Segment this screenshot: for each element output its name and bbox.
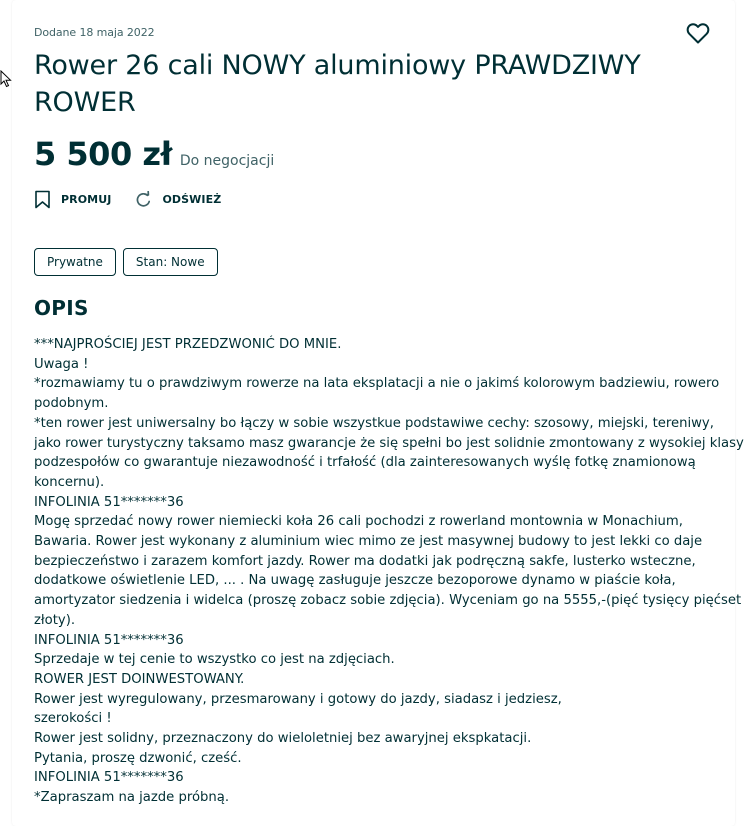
description-line: złoty). xyxy=(34,612,76,628)
description-line: INFOLINIA 51*******36 xyxy=(34,770,184,786)
description-line: Sprzedaje w tej cenie to wszystko co jest na zdjęciach. xyxy=(34,652,395,668)
listing-price: 5 500 zł xyxy=(34,135,172,173)
description-line: Pytania, proszę dzwonić, cześć. xyxy=(34,750,242,766)
description-text xyxy=(34,335,744,808)
tag-seller-type[interactable]: Prywatne xyxy=(34,248,116,276)
refresh-label: ODŚWIEŻ xyxy=(162,193,222,206)
price-row xyxy=(34,135,274,173)
heart-icon[interactable] xyxy=(686,22,710,44)
description-line: INFOLINIA 51*******36 xyxy=(34,494,184,510)
description-line: amortyzator siedzenia i widelca (proszę zobacz sobie zdjęcia). Wyceniam go na 5555,-(pięć tysięcy pięćset xyxy=(34,593,742,609)
posted-date: Dodane 18 maja 2022 xyxy=(34,26,155,39)
description-line: Bawaria. Rower jest wykonany z aluminium wiec mimo ze jest masywnej budowy to jest lekki co daje xyxy=(34,534,703,550)
listing-title: Rower 26 cali NOWY aluminiowy PRAWDZIWY ROWER xyxy=(34,50,641,118)
bookmark-icon xyxy=(34,190,51,209)
description-line: INFOLINIA 51*******36 xyxy=(34,632,184,648)
description-line: Rower jest wyregulowany, przesmarowany i gotowy do jazdy, siadasz i jedziesz, xyxy=(34,691,562,707)
description-line: jako rower turystyczny taksamo masz gwarancje że się spełni bo jest solidnie zmontowany z wysokiej klasy xyxy=(34,435,744,451)
description-line: Uwaga ! xyxy=(34,356,89,372)
description-heading: OPIS xyxy=(34,296,89,320)
description-line: koncernu). xyxy=(34,474,105,490)
description-line: ROWER JEST DOINWESTOWANY. xyxy=(34,671,245,687)
description-line: Mogę sprzedać nowy rower niemiecki koła 26 cali pochodzi z rowerland montownia w Monachium, xyxy=(34,514,683,530)
description-line: *ten rower jest uniwersalny bo łączy w sobie wszystkue podstawiwe cechy: szosowy, miejski, tereniwy, xyxy=(34,415,714,431)
promote-button[interactable] xyxy=(34,190,111,209)
description-line: *rozmawiamy tu o prawdziwym rowerze na lata eksplatacji a nie o jakimś kolorowym badziewiu, rowero xyxy=(34,376,720,392)
description-line: podobnym. xyxy=(34,396,109,412)
refresh-button[interactable] xyxy=(135,191,221,208)
description-line: dodatkowe oświetlenie LED, ... . Na uwagę zasługuje jeszcze bezoporowe dynamo w piaście koła, xyxy=(34,573,676,589)
tag-condition[interactable]: Stan: Nowe xyxy=(123,248,218,276)
description-line: Rower jest solidny, przeznaczony do wieloletniej bez awaryjnej ekspkatacji. xyxy=(34,731,532,747)
description-line: szerokości ! xyxy=(34,711,112,727)
description-line: podzespołów co gwarantuje niezawodność i trfałość (dla zainteresowanych wyślę fotkę znamionową xyxy=(34,455,696,471)
description-line: ***NAJPROŚCIEJ JEST PRZEDZWONIĆ DO MNIE. xyxy=(34,337,342,352)
listing-actions xyxy=(34,190,245,209)
promote-label: PROMUJ xyxy=(61,193,112,206)
mouse-cursor-icon xyxy=(0,70,12,88)
description-line: bezpieczeństwo i zarazem komfort jazdy. Rower ma dodatki jak podręczną sakfe, lusterko wsteczne, xyxy=(34,553,696,569)
listing-tags xyxy=(34,248,225,276)
refresh-icon xyxy=(135,191,152,208)
negotiable-label: Do negocjacji xyxy=(179,153,275,169)
description-line: *Zapraszam na jazde próbną. xyxy=(34,790,230,806)
